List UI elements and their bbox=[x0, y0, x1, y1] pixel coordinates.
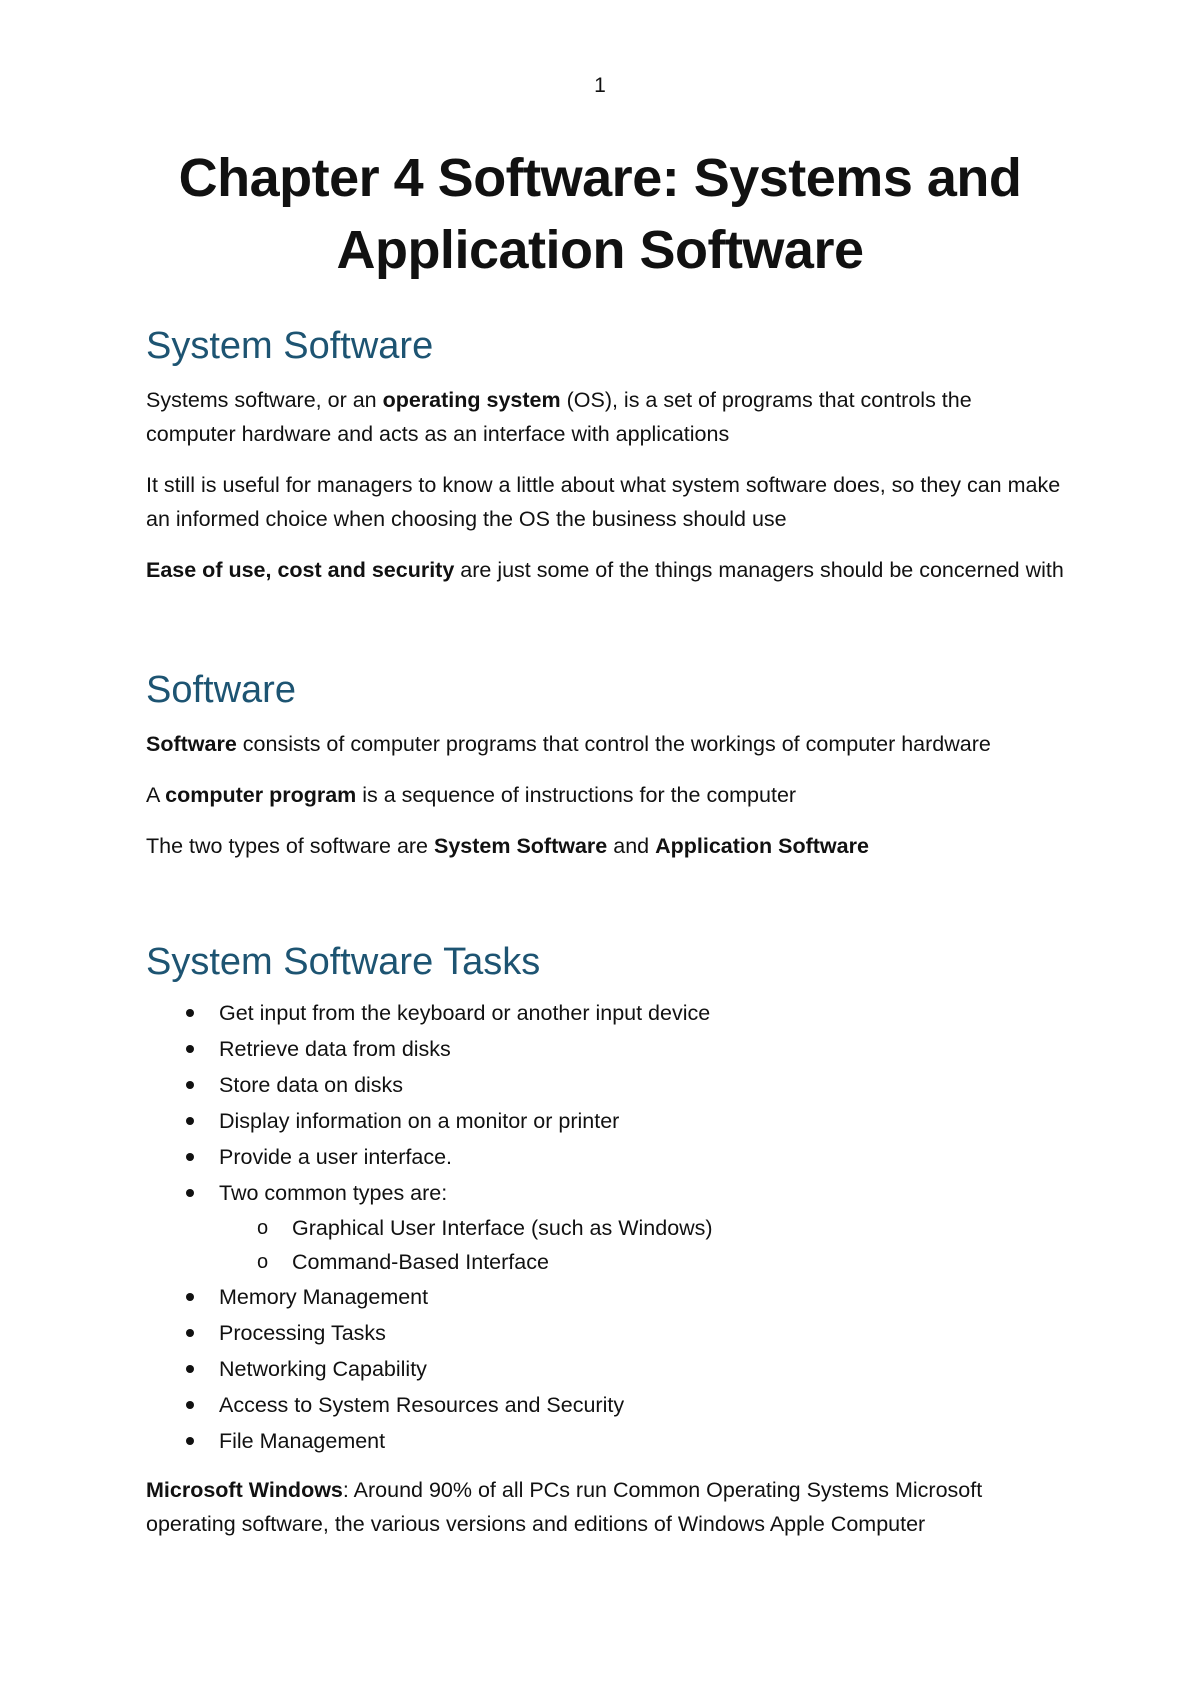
list-item: Retrieve data from disks bbox=[146, 1031, 1066, 1067]
list-item-label: Two common types are: bbox=[219, 1181, 448, 1205]
sublist bbox=[219, 1211, 1066, 1279]
sublist-item: o Command-Based Interface bbox=[219, 1245, 1066, 1279]
task-list bbox=[146, 995, 1066, 1459]
paragraph-software-types: The two types of software are System Software and Application Software bbox=[146, 834, 869, 858]
paragraph-managers: It still is useful for managers to know a little about what system software does, so they can make an informed choice when choosing the OS the business should use bbox=[146, 473, 1061, 531]
section-heading-tasks: System Software Tasks bbox=[146, 941, 541, 983]
sublist-item: o Graphical User Interface (such as Windows) bbox=[219, 1211, 1066, 1245]
list-item: Get input from the keyboard or another input device bbox=[146, 995, 1066, 1031]
section-system-software bbox=[146, 324, 1066, 587]
section-heading-system-software: System Software bbox=[146, 325, 434, 367]
chapter-title bbox=[120, 142, 1080, 286]
list-item: Provide a user interface. bbox=[146, 1139, 1066, 1175]
section-system-software-tasks bbox=[146, 940, 1066, 1541]
list-item: Display information on a monitor or printer bbox=[146, 1103, 1066, 1139]
paragraph-computer-program: A computer program is a sequence of instructions for the computer bbox=[146, 783, 797, 807]
paragraph-software-definition: Software consists of computer programs that control the workings of computer hardware bbox=[146, 732, 991, 756]
chapter-title-line-1: Chapter 4 Software: Systems and bbox=[178, 148, 1022, 208]
section-software bbox=[146, 668, 1066, 863]
list-item bbox=[146, 1175, 1066, 1279]
list-item: Access to System Resources and Security bbox=[146, 1387, 1066, 1423]
list-item: File Management bbox=[146, 1423, 1066, 1459]
list-item: Processing Tasks bbox=[146, 1315, 1066, 1351]
paragraph-os-definition: Systems software, or an operating system (OS), is a set of programs that controls the computer hardware and acts as an interface with applications bbox=[146, 388, 972, 446]
list-item: Networking Capability bbox=[146, 1351, 1066, 1387]
list-item: Memory Management bbox=[146, 1279, 1066, 1315]
page-number: 1 bbox=[594, 74, 606, 97]
list-item: Store data on disks bbox=[146, 1067, 1066, 1103]
section-heading-software: Software bbox=[146, 669, 296, 711]
chapter-title-line-2: Application Software bbox=[336, 220, 864, 280]
paragraph-microsoft-windows: Microsoft Windows: Around 90% of all PCs run Common Operating Systems Microsoft operating software, the various versions and editions of Windows Apple Computer bbox=[146, 1478, 983, 1536]
paragraph-ease-of-use: Ease of use, cost and security are just some of the things managers should be concerned with bbox=[146, 558, 1064, 582]
